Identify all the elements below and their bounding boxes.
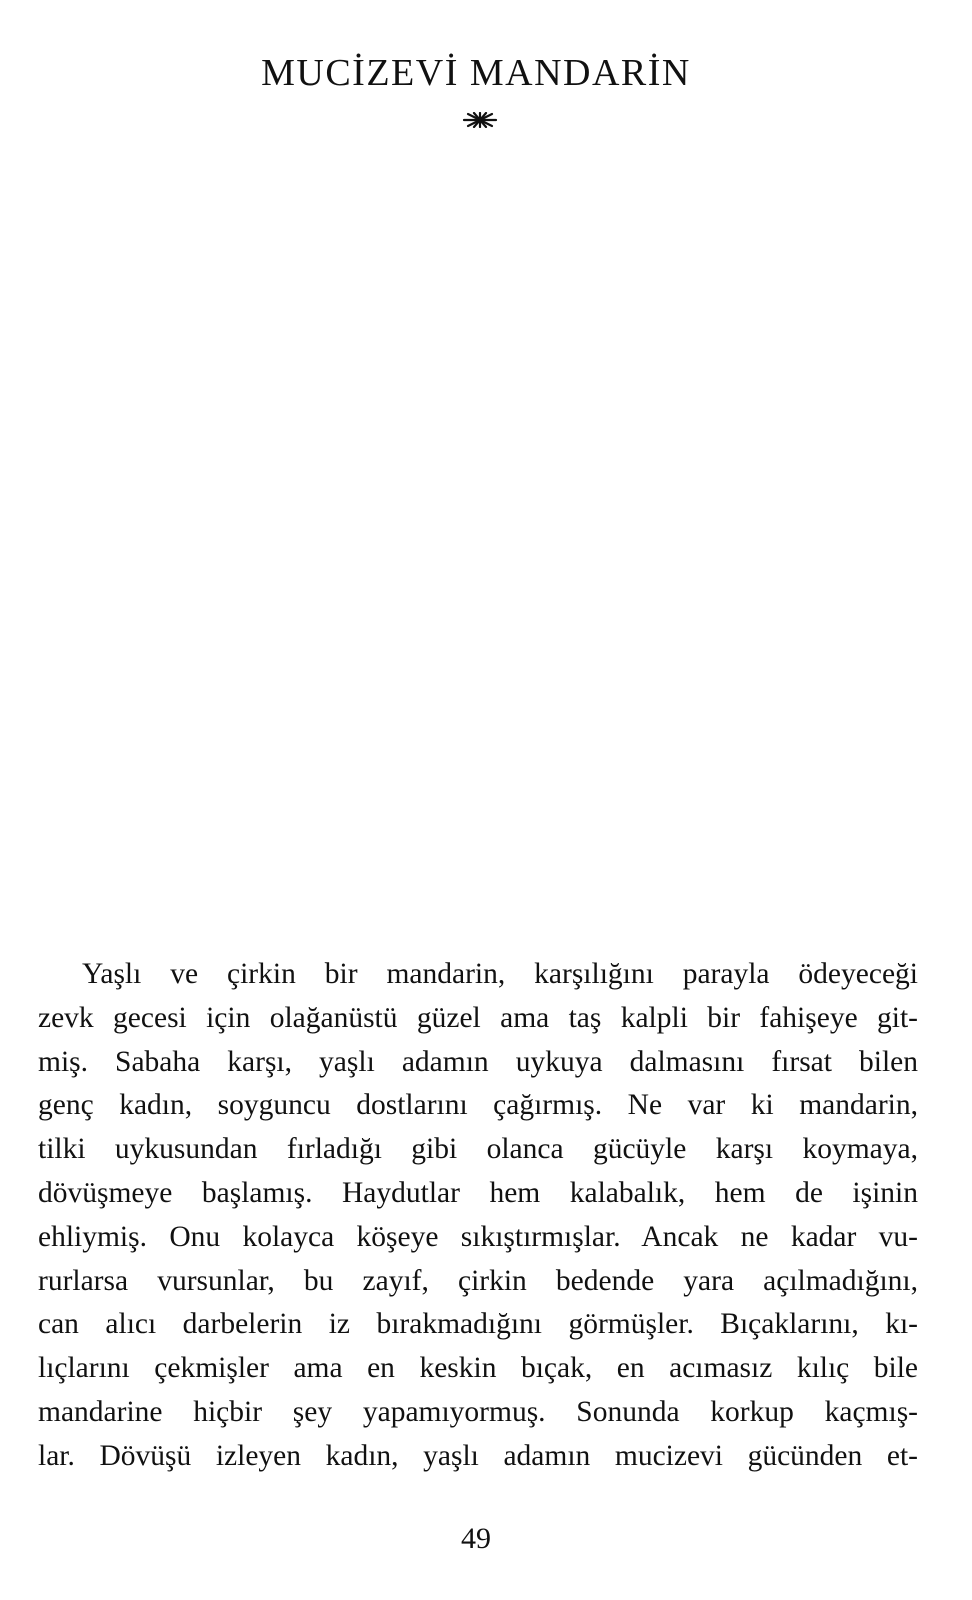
text-line: genç kadın, soyguncu dostlarını çağırmış. Ne var ki mandarin, (38, 1089, 918, 1122)
text-line: tilki uykusundan fırladığı gibi olanca gücüyle karşı koymaya, (38, 1133, 918, 1166)
body-paragraph (38, 953, 918, 1479)
text-line: mandarine hiçbir şey yapamıyormuş. Sonunda korkup kaçmış- (38, 1395, 918, 1428)
text-line: ehliymiş. Onu kolayca köşeye sıkıştırmışlar. Ancak ne kadar vu- (38, 1220, 918, 1253)
chapter-title: MUCİZEVİ MANDARİN (261, 52, 691, 94)
text-line: lıçlarını çekmişler ama en keskin bıçak, en acımasız kılıç bile (38, 1352, 918, 1385)
star-ornament-icon (462, 112, 498, 128)
text-line: zevk gecesi için olağanüstü güzel ama taş kalpli bir fahişeye git- (38, 1001, 918, 1034)
text-line: lar. Dövüşü izleyen kadın, yaşlı adamın mucizevi gücünden et- (38, 1439, 918, 1472)
text-line: miş. Sabaha karşı, yaşlı adamın uykuya dalmasını fırsat bilen (38, 1045, 918, 1078)
page-number: 49 (461, 1522, 491, 1555)
text-line: Yaşlı ve çirkin bir mandarin, karşılığını parayla ödeyeceği (82, 958, 918, 990)
text-line: dövüşmeye başlamış. Haydutlar hem kalabalık, hem de işinin (38, 1176, 918, 1209)
text-line: rurlarsa vursunlar, bu zayıf, çirkin bedende yara açılmadığını, (38, 1264, 918, 1297)
text-line: can alıcı darbelerin iz bırakmadığını görmüşler. Bıçaklarını, kı- (38, 1308, 918, 1341)
